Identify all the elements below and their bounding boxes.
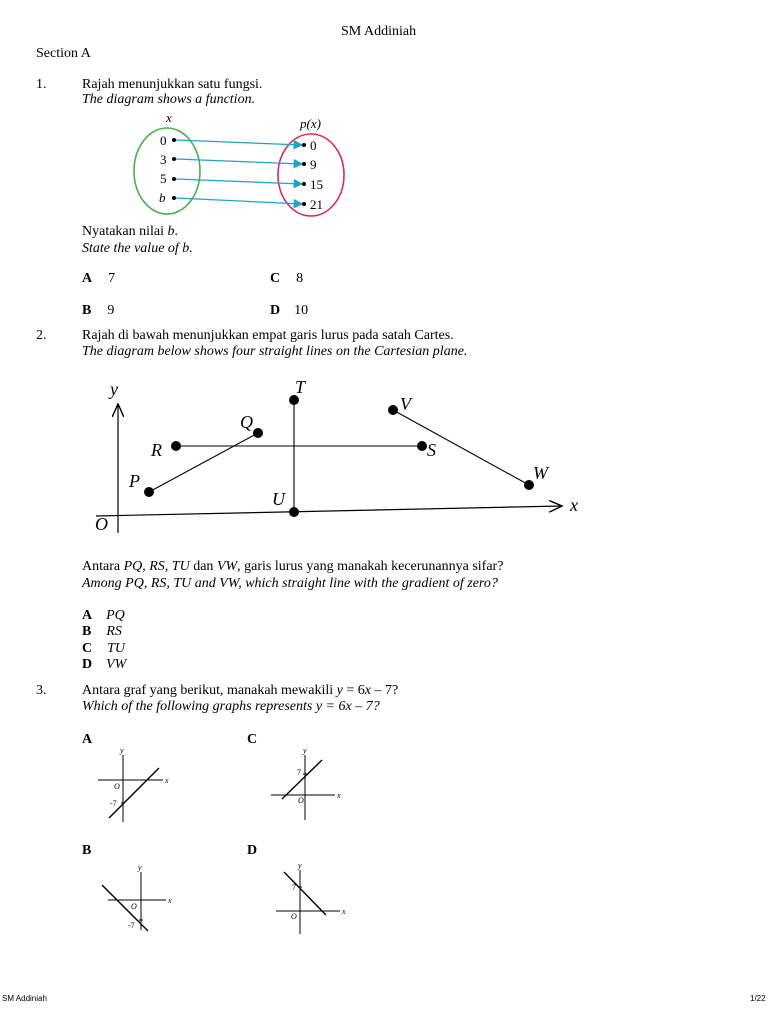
graph-b-y-label: y — [138, 863, 142, 872]
label-v: V — [400, 394, 411, 414]
q2-option-a[interactable]: A PQ — [82, 608, 125, 623]
q2-text-ms: Rajah di bawah menunjukkan empat garis lurus pada satah Cartes. — [82, 328, 454, 343]
q2-ask-en: Among PQ, RS, TU and VW, which straight line with the gradient of zero? — [82, 576, 498, 591]
q3-text-ms: Antara graf yang berikut, manakah mewakili y = 6x – 7? — [82, 683, 399, 698]
domain-value: 3 — [160, 152, 167, 167]
codomain-value: 21 — [310, 197, 323, 212]
graph-a — [98, 755, 163, 822]
domain-value: b — [159, 190, 166, 205]
q1-option-c[interactable]: C 8 — [270, 271, 304, 286]
q1-text-ms: Rajah menunjukkan satu fungsi. — [82, 77, 263, 92]
graph-a-y-label: y — [120, 746, 124, 755]
graph-b-x-label: x — [168, 896, 172, 905]
q3-number: 3. — [36, 683, 47, 698]
domain-label: x — [166, 110, 172, 125]
label-t: T — [295, 377, 306, 397]
q2-option-b[interactable]: B RS — [82, 624, 122, 639]
domain-value: 5 — [160, 171, 167, 186]
graph-c-intercept: 7 — [297, 768, 301, 777]
q1-ask-ms: Nyatakan nilai b. — [82, 224, 179, 239]
label-r: R — [151, 440, 162, 460]
footer-school: SM Addiniah — [2, 994, 47, 1003]
codomain-value: 9 — [310, 157, 317, 172]
codomain-value: 0 — [310, 138, 317, 153]
y-axis-label: y — [110, 379, 118, 399]
q1-option-d[interactable]: D 10 — [270, 303, 309, 318]
origin-label: O — [95, 514, 108, 534]
codomain-value: 15 — [310, 177, 323, 192]
label-p: P — [129, 471, 140, 491]
q2-text-en: The diagram below shows four straight lines on the Cartesian plane. — [82, 344, 468, 359]
graph-d-intercept: 7 — [292, 883, 296, 892]
x-axis-label: x — [570, 495, 578, 515]
q1-number: 1. — [36, 77, 47, 92]
graph-c — [271, 755, 335, 820]
q2-option-c[interactable]: C TU — [82, 641, 126, 656]
q3-option-c-letter[interactable]: C — [247, 732, 258, 747]
label-u: U — [272, 489, 285, 509]
graph-b-intercept: -7 — [128, 921, 135, 930]
q1-option-b[interactable]: B 9 — [82, 303, 115, 318]
label-s: S — [427, 440, 436, 460]
graph-d-x-label: x — [342, 907, 346, 916]
graph-b-origin: O — [131, 902, 137, 911]
graph-d — [276, 870, 340, 934]
label-q: Q — [240, 412, 253, 432]
q3-text-en: Which of the following graphs represents y = 6x – 7? — [82, 699, 380, 714]
q3-option-b-letter[interactable]: B — [82, 843, 92, 858]
codomain-label: p(x) — [300, 116, 321, 131]
graph-c-x-label: x — [337, 791, 341, 800]
graph-a-intercept: -7 — [110, 799, 117, 808]
graph-c-origin: O — [298, 796, 304, 805]
section-title: Section A — [36, 46, 91, 61]
domain-value: 0 — [160, 133, 167, 148]
q2-number: 2. — [36, 328, 47, 343]
q1-option-a[interactable]: A 7 — [82, 271, 116, 286]
q3-option-d-letter[interactable]: D — [247, 843, 258, 858]
q1-text-en: The diagram shows a function. — [82, 92, 256, 107]
graph-a-origin: O — [114, 782, 120, 791]
graph-d-origin: O — [291, 912, 297, 921]
graph-d-y-label: y — [298, 861, 302, 870]
graph-c-y-label: y — [303, 746, 307, 755]
q2-option-d[interactable]: D VW — [82, 657, 127, 672]
page-header-title: SM Addiniah — [341, 24, 417, 39]
label-w: W — [533, 463, 548, 483]
page-number: 1/22 — [750, 994, 766, 1003]
q2-ask-ms: Antara PQ, RS, TU dan VW, garis lurus yang manakah kecerunannya sifar? — [82, 559, 504, 574]
q3-option-a-letter[interactable]: A — [82, 732, 93, 747]
graph-a-x-label: x — [165, 776, 169, 785]
q1-ask-en: State the value of b. — [82, 241, 193, 256]
